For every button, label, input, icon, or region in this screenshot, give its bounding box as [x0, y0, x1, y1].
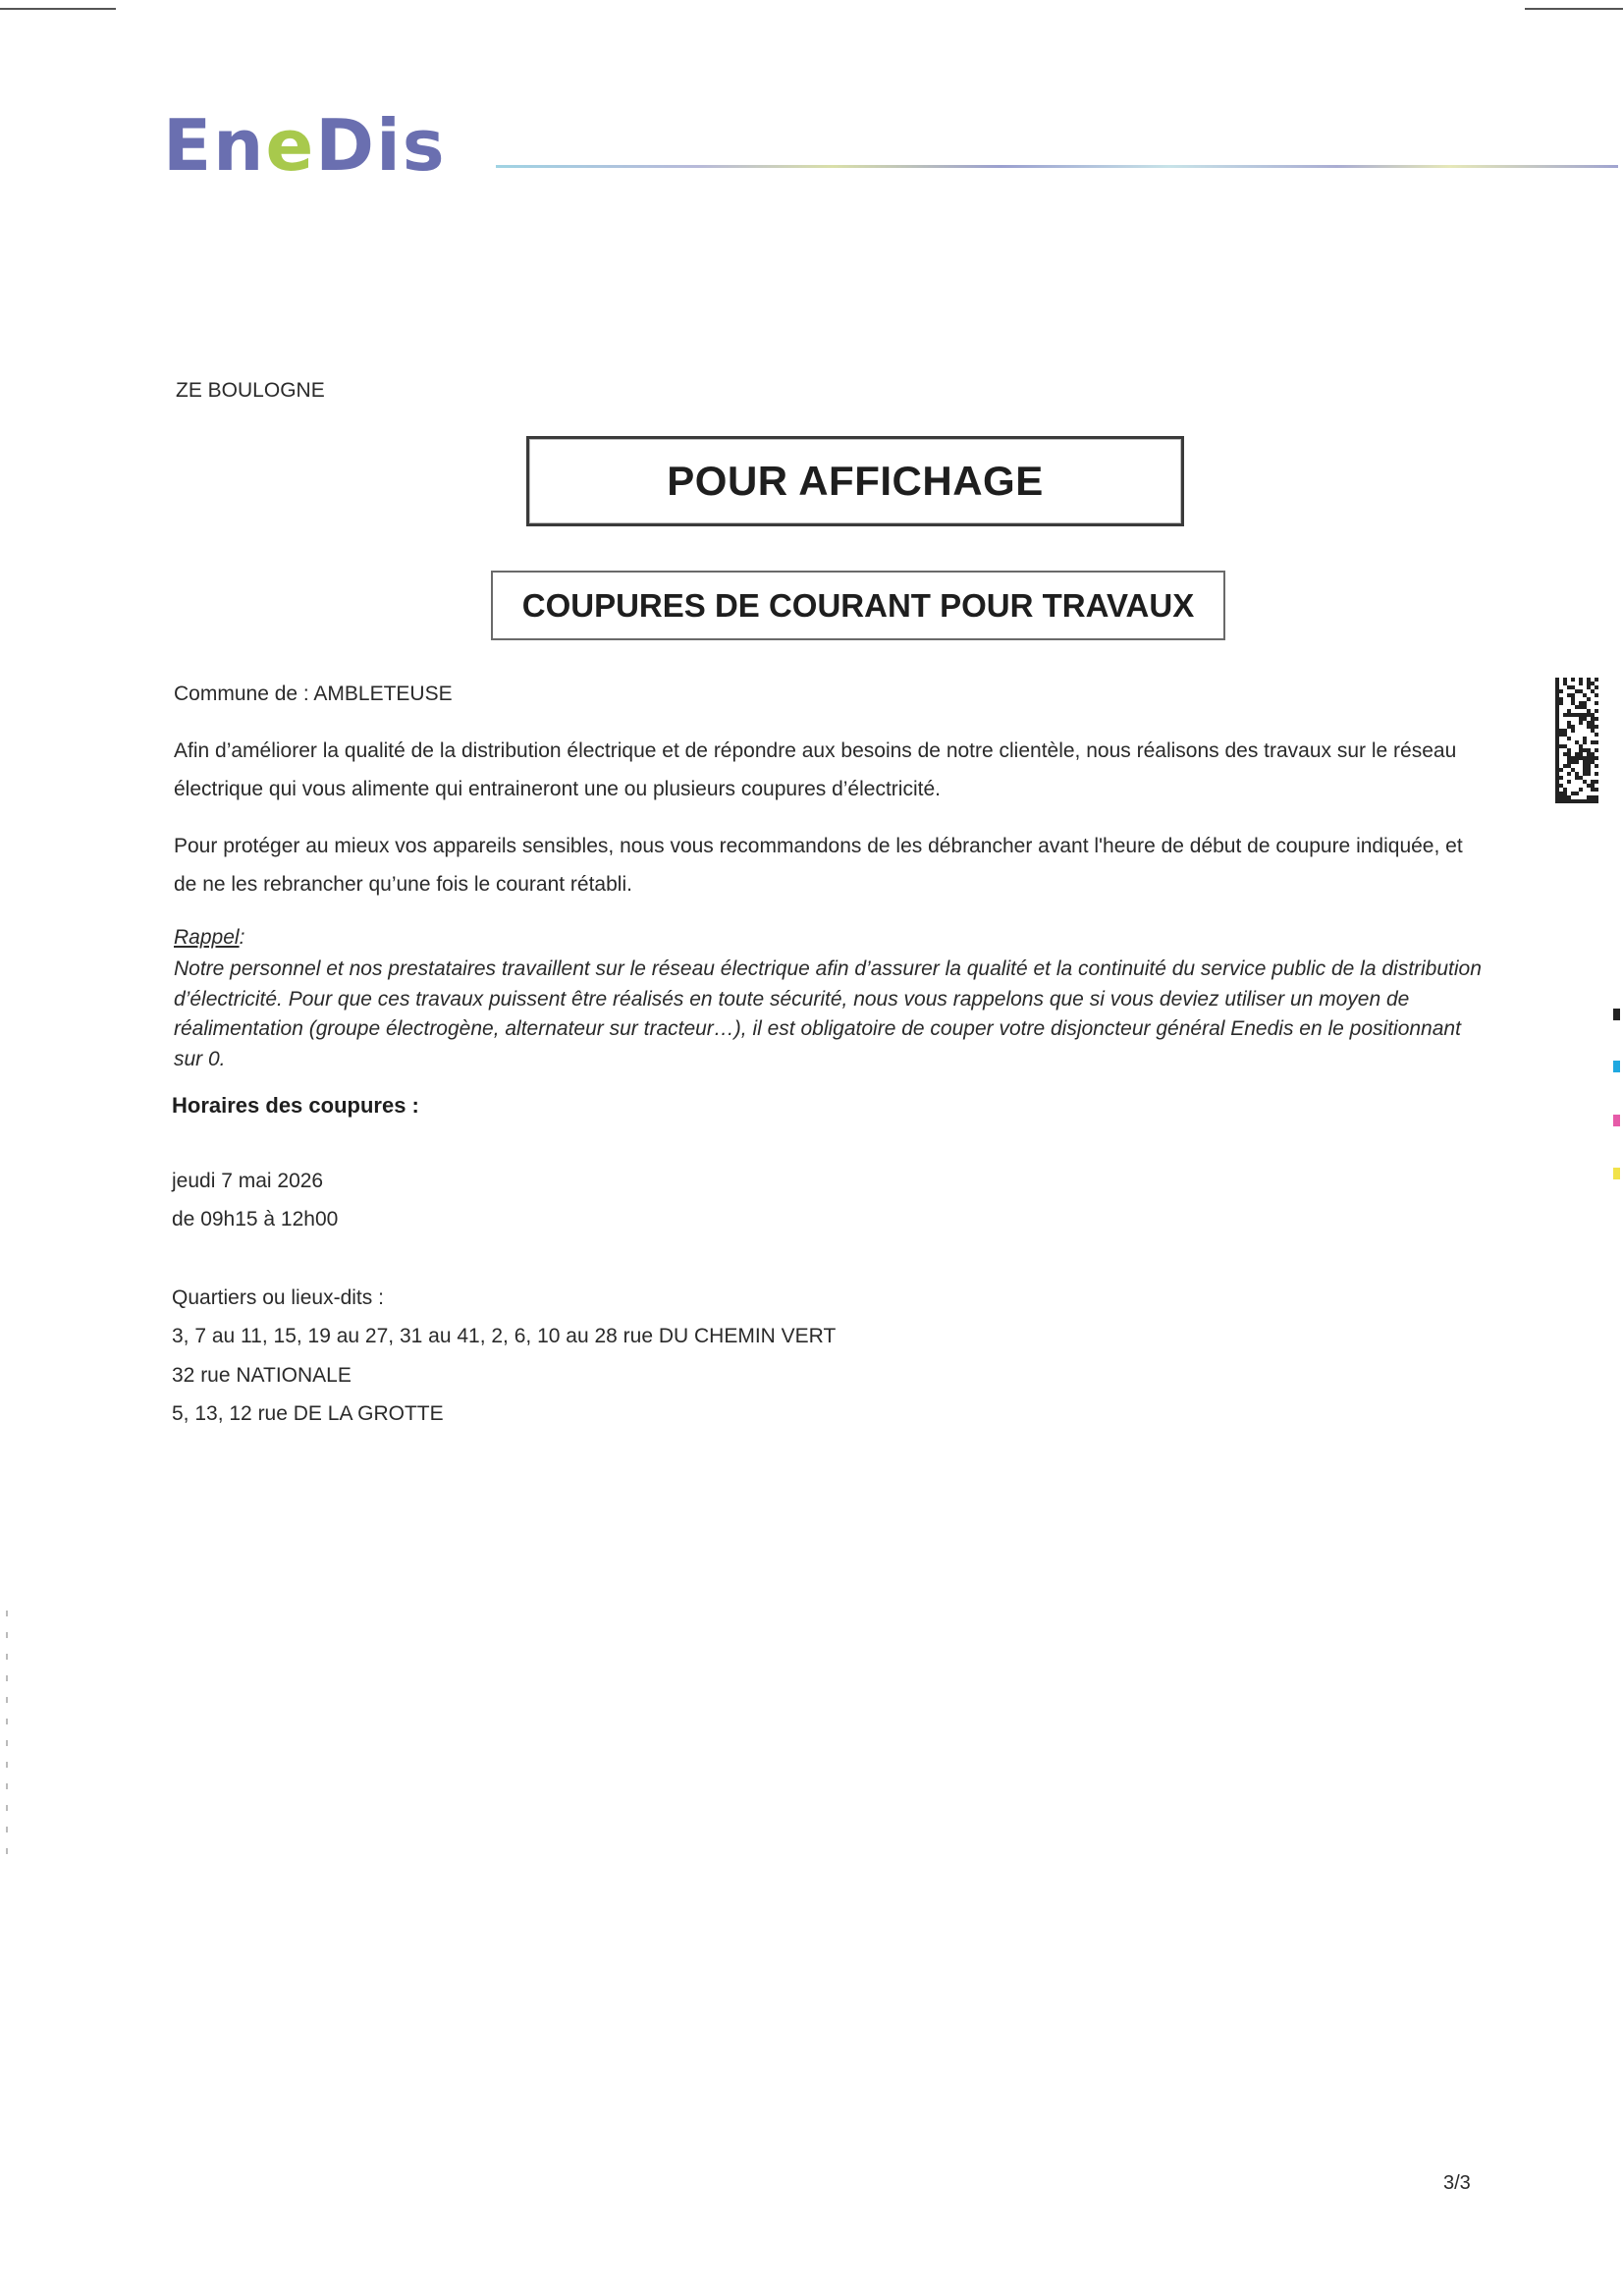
commune-line: Commune de : AMBLETEUSE	[174, 683, 453, 705]
title: POUR AFFICHAGE	[667, 458, 1044, 504]
page-number: 3/3	[1443, 2172, 1471, 2194]
scan-mark-left	[0, 8, 116, 10]
outage-time: de 09h15 à 12h00	[172, 1208, 339, 1230]
title-box	[526, 436, 1184, 526]
street-item: 5, 13, 12 rue DE LA GROTTE	[172, 1402, 444, 1425]
outage-date: jeudi 7 mai 2026	[172, 1170, 324, 1192]
registration-mark-yellow	[1613, 1168, 1620, 1179]
rappel-text: Notre personnel et nos prestataires travaillent sur le réseau électrique afin d’assurer la qualité et la continuité du service public de la distribution d’électricité. Pour que ces travaux puissent être réalisés en toute sécurité, nous vous rappelons que si vous deviez utiliser un moyen de réalimentation (groupe électrogène, alternateur sur tracteur…), il est obligatoire de couper votre disjoncteur général Enedis en le positionnant sur 0.	[174, 957, 1482, 1070]
enedis-logo: En e Dis	[163, 104, 447, 187]
datamatrix-code	[1555, 678, 1598, 805]
street-item: 3, 7 au 11, 15, 19 au 27, 31 au 41, 2, 6, 10 au 28 rue DU CHEMIN VERT	[172, 1325, 837, 1347]
registration-mark-black	[1613, 1009, 1620, 1020]
registration-mark-cyan	[1613, 1061, 1620, 1072]
header-rule	[496, 165, 1618, 168]
zone-label: ZE BOULOGNE	[176, 379, 325, 402]
subtitle: COUPURES DE COURANT POUR TRAVAUX	[521, 586, 1195, 624]
subtitle-box	[491, 571, 1225, 640]
rappel-label: Rappel	[174, 926, 240, 949]
rappel-heading	[174, 923, 244, 953]
scan-mark-right	[1525, 8, 1623, 10]
paragraph-advice: Pour protéger au mieux vos appareils sensibles, nous vous recommandons de les débrancher avant l'heure de début de coupure indiquée, et de ne les rebrancher qu’une fois le courant rétabli.	[174, 835, 1463, 896]
paragraph-intro: Afin d’améliorer la qualité de la distribution électrique et de répondre aux besoins de notre clientèle, nous réalisons des travaux sur le réseau électrique qui vous alimente qui entraineront une ou plusieurs coupures d’électricité.	[174, 739, 1457, 800]
rappel-colon: :	[239, 926, 245, 949]
quartiers-label: Quartiers ou lieux-dits :	[172, 1286, 384, 1309]
horaires-heading: Horaires des coupures :	[172, 1093, 419, 1118]
scan-dots	[6, 1611, 8, 1866]
registration-mark-magenta	[1613, 1115, 1620, 1126]
street-item: 32 rue NATIONALE	[172, 1364, 352, 1387]
